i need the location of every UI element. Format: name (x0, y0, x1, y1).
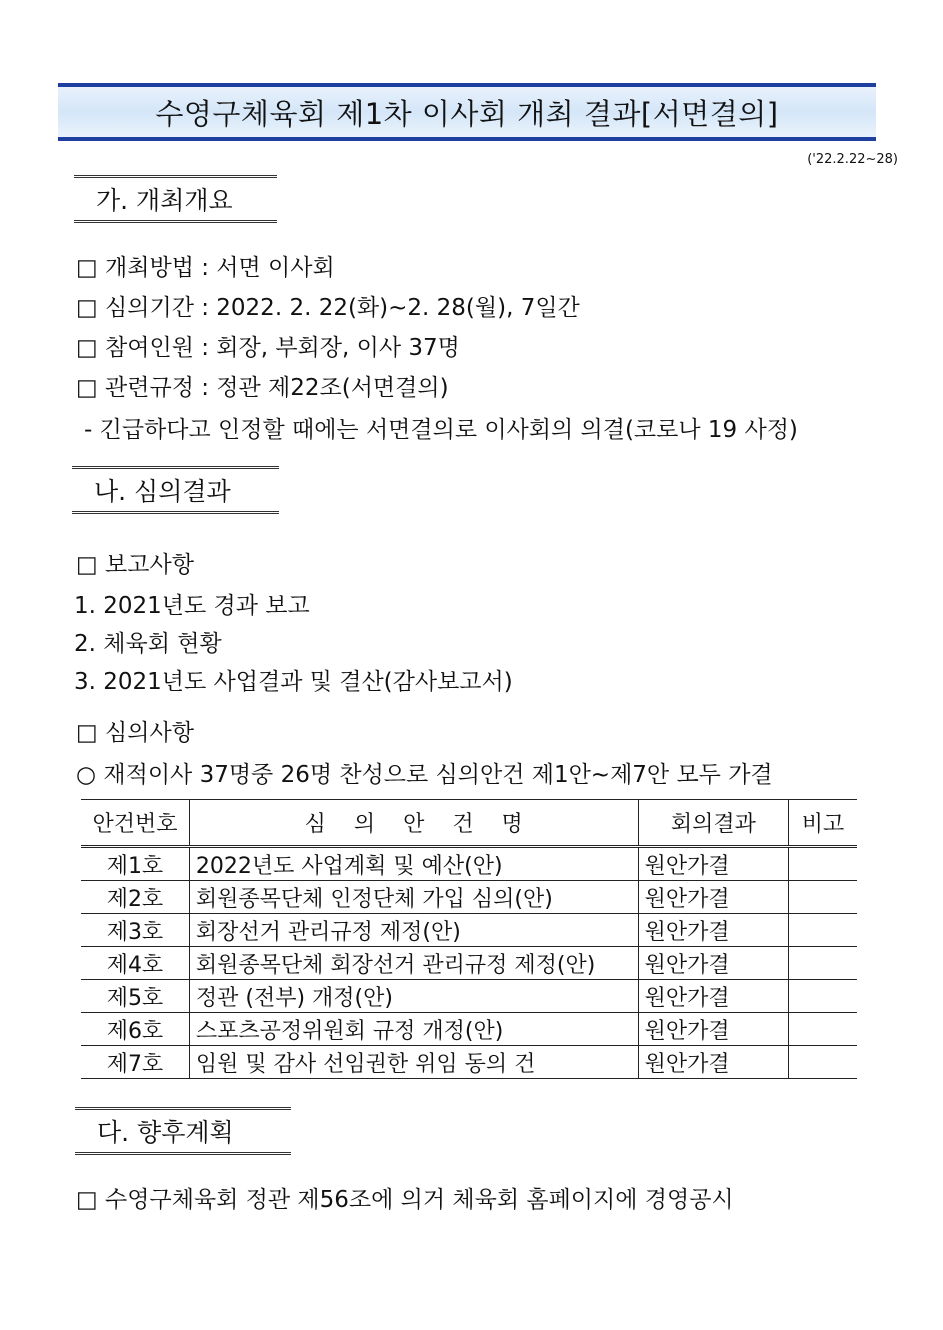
agenda-name: 스포츠공정위원회 규정 개정(안) (189, 1013, 638, 1046)
header-remarks: 비고 (789, 800, 857, 847)
table-header-row (81, 800, 857, 847)
agenda-remarks (789, 847, 857, 881)
agenda-result: 원안가결 (638, 881, 789, 914)
agenda-no: 제1호 (81, 847, 189, 881)
report-heading: □ 보고사항 (76, 552, 194, 578)
agenda-no: 제3호 (81, 914, 189, 947)
overview-period: □ 심의기간 : 2022. 2. 22(화)∼2. 28(월), 7일간 (76, 295, 580, 321)
agenda-result: 원안가결 (638, 947, 789, 980)
title-banner (58, 83, 876, 141)
overview-participants: □ 참여인원 : 회장, 부회장, 이사 37명 (76, 335, 460, 361)
agenda-no: 제2호 (81, 881, 189, 914)
agenda-remarks (789, 947, 857, 980)
agenda-table (81, 799, 857, 1079)
overview-note: - 긴급하다고 인정할 때에는 서면결의로 이사회의 의결(코로나 19 사정) (84, 417, 798, 443)
plan-text: □ 수영구체육회 정관 제56조에 의거 체육회 홈페이지에 경영공시 (76, 1187, 734, 1213)
agenda-no: 제4호 (81, 947, 189, 980)
agenda-remarks (789, 1046, 857, 1079)
section-heading-overview: 가. 개최개요 (74, 175, 277, 223)
header-result: 회의결과 (638, 800, 789, 847)
agenda-name: 회원종목단체 인정단체 가입 심의(안) (189, 881, 638, 914)
table-row (81, 1046, 857, 1079)
agenda-result: 원안가결 (638, 1013, 789, 1046)
overview-rule: □ 관련규정 : 정관 제22조(서면결의) (76, 375, 449, 401)
agenda-no: 제7호 (81, 1046, 189, 1079)
table-row (81, 947, 857, 980)
deliberation-summary: ○ 재적이사 37명중 26명 찬성으로 심의안건 제1안∼제7안 모두 가결 (76, 762, 773, 788)
agenda-result: 원안가결 (638, 980, 789, 1013)
agenda-result: 원안가결 (638, 914, 789, 947)
agenda-name: 정관 (전부) 개정(안) (189, 980, 638, 1013)
report-item: 3. 2021년도 사업결과 및 결산(감사보고서) (74, 669, 513, 695)
agenda-no: 제6호 (81, 1013, 189, 1046)
table-row (81, 1013, 857, 1046)
table-row (81, 980, 857, 1013)
agenda-remarks (789, 881, 857, 914)
header-agenda-name: 심 의 안 건 명 (189, 800, 638, 847)
agenda-name: 임원 및 감사 선임권한 위임 동의 건 (189, 1046, 638, 1079)
agenda-no: 제5호 (81, 980, 189, 1013)
agenda-result: 원안가결 (638, 847, 789, 881)
section-heading-plan: 다. 향후계획 (75, 1107, 291, 1155)
document-title: 수영구체육회 제1차 이사회 개최 결과[서면결의] (155, 96, 779, 131)
report-item: 1. 2021년도 경과 보고 (74, 593, 310, 619)
agenda-name: 2022년도 사업계획 및 예산(안) (189, 847, 638, 881)
section-heading-results: 나. 심의결과 (72, 466, 279, 514)
header-agenda-no: 안건번호 (81, 800, 189, 847)
table-row (81, 914, 857, 947)
agenda-name: 회장선거 관리규정 제정(안) (189, 914, 638, 947)
table-row (81, 847, 857, 881)
agenda-name: 회원종목단체 회장선거 관리규정 제정(안) (189, 947, 638, 980)
table-row (81, 881, 857, 914)
agenda-remarks (789, 980, 857, 1013)
agenda-remarks (789, 1013, 857, 1046)
report-item: 2. 체육회 현황 (74, 631, 222, 657)
overview-method: □ 개최방법 : 서면 이사회 (76, 255, 335, 281)
agenda-remarks (789, 914, 857, 947)
date-range: ('22.2.22~28) (807, 152, 898, 167)
deliberation-heading: □ 심의사항 (76, 720, 194, 746)
agenda-result: 원안가결 (638, 1046, 789, 1079)
